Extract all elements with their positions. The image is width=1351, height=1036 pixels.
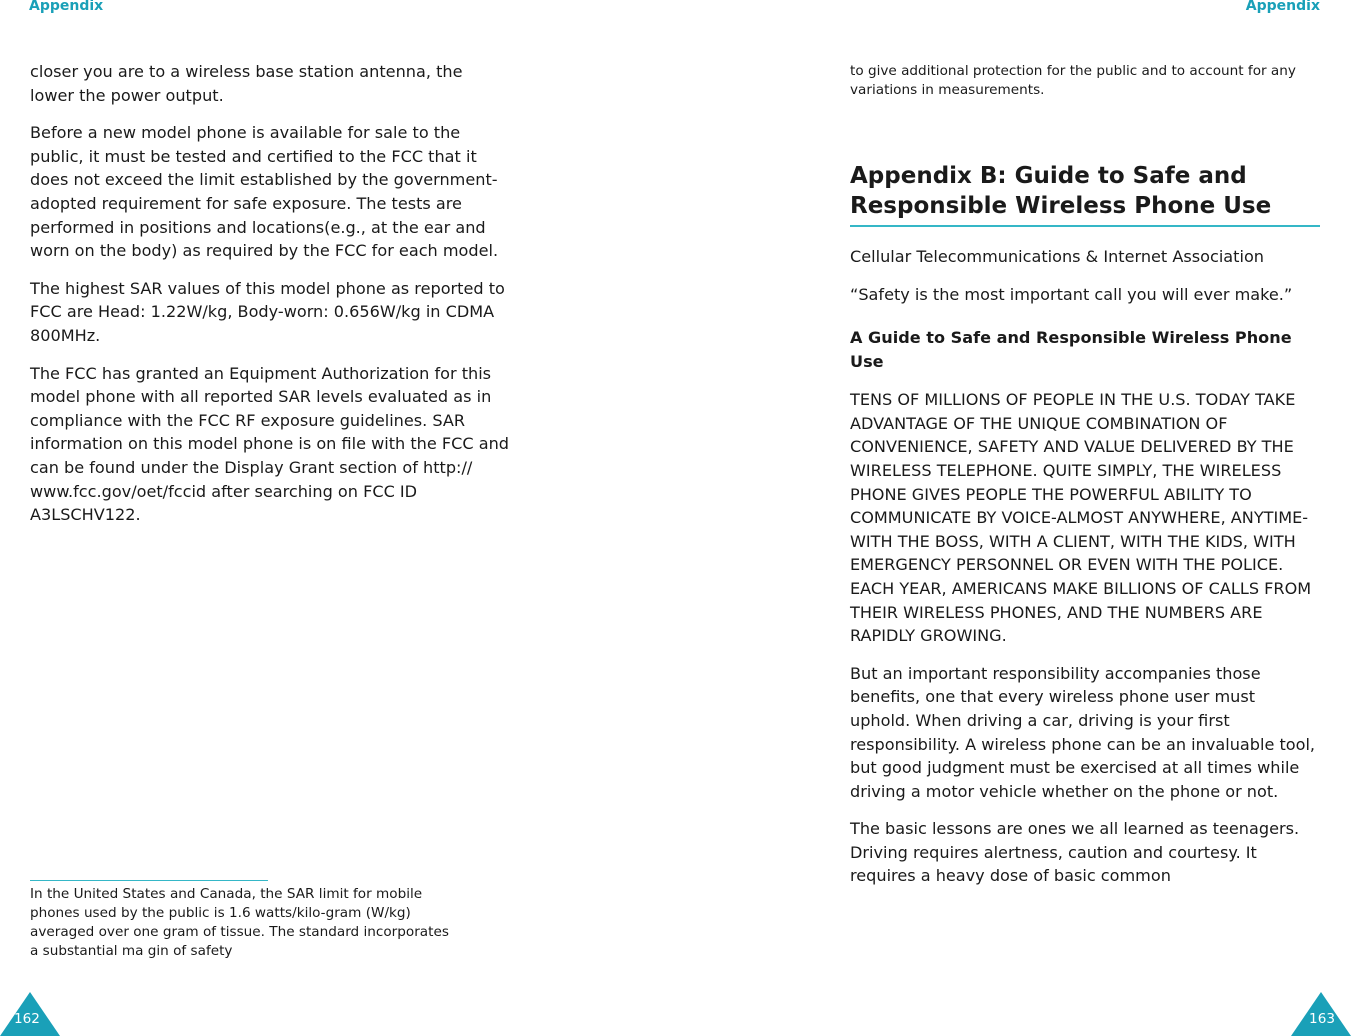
footnote-divider xyxy=(30,880,268,881)
section-subheading: A Guide to Safe and Responsible Wireless Phone Use xyxy=(850,328,1292,372)
left-body xyxy=(30,60,510,527)
left-paragraph-1: closer you are to a wireless base station antenna, the lower the power output. xyxy=(30,62,463,105)
footnote: In the United States and Canada, the SAR limit for mobile phones used by the public is 1.6 watts/kilo-gram (W/kg) averaged over one gram of tissue. The standard incorporates a substantial ma gin of safety xyxy=(30,886,449,959)
appendix-title: Appendix B: Guide to Safe and Responsible Wireless Phone Use xyxy=(850,161,1320,227)
left-page xyxy=(0,0,675,1036)
safety-quote: “Safety is the most important call you will ever make.” xyxy=(850,284,1293,304)
right-paragraph-3: The basic lessons are ones we all learned as teenagers. Driving requires alertness, caution and courtesy. It requires a heavy dose of basic common xyxy=(850,819,1300,886)
page-number-right: 163 xyxy=(1309,1011,1335,1027)
organization-name: Cellular Telecommunications & Internet Association xyxy=(850,247,1264,266)
left-paragraph-4: The FCC has granted an Equipment Authorization for this model phone with all reported SAR levels evaluated as in compliance with the FCC RF exposure guidelines. SAR information on this model phone is on file with the FCC and can be found under the Display Grant section of http:// www.fcc.gov/oet/fccid after searching on FCC ID A3LSCHV122. xyxy=(30,363,510,525)
right-paragraph-2: But an important responsibility accompanies those benefits, one that every wireless phone user must uphold. When driving a car, driving is your first responsibility. A wireless phone can be an invaluable tool, but good judgment must be exercised at all times while driving a motor vehicle whether on the phone or not. xyxy=(850,663,1316,801)
continued-paragraph: to give additional protection for the public and to account for any variations in measurements. xyxy=(850,63,1296,98)
left-paragraph-2: Before a new model phone is available for sale to the public, it must be tested and certified to the FCC that it does not exceed the limit established by the government-adopted requirement for safe exposure. The tests are performed in positions and locations(e.g., at the ear and worn on the body) as required by the FCC for each model. xyxy=(30,123,499,261)
page-number-left: 162 xyxy=(14,1011,40,1027)
left-paragraph-3: The highest SAR values of this model phone as reported to FCC are Head: 1.22W/kg, Body-worn: 0.656W/kg in CDMA 800MHz. xyxy=(30,278,505,345)
right-header: Appendix xyxy=(1245,0,1320,14)
right-paragraph-1: TENS OF MILLIONS OF PEOPLE IN THE U.S. TODAY TAKE ADVANTAGE OF THE UNIQUE COMBINATION OF CONVENIENCE, SAFETY AND VALUE DELIVERED BY THE WIRELESS TELEPHONE. QUITE SIMPLY, THE WIRELESS PHONE GIVES PEOPLE THE POWERFUL ABILITY TO COMMUNICATE BY VOICE-ALMOST ANYWHERE, ANYTIME-WITH THE BOSS, WITH A CLIENT, WITH THE KIDS, WITH EMERGENCY PERSONNEL OR EVEN WITH THE POLICE. EACH YEAR, AMERICANS MAKE BILLIONS OF CALLS FROM THEIR WIRELESS PHONES, AND THE NUMBERS ARE RAPIDLY GROWING. xyxy=(850,390,1312,646)
right-page xyxy=(676,0,1351,1036)
left-header: Appendix xyxy=(29,0,104,14)
right-body xyxy=(850,62,1320,888)
